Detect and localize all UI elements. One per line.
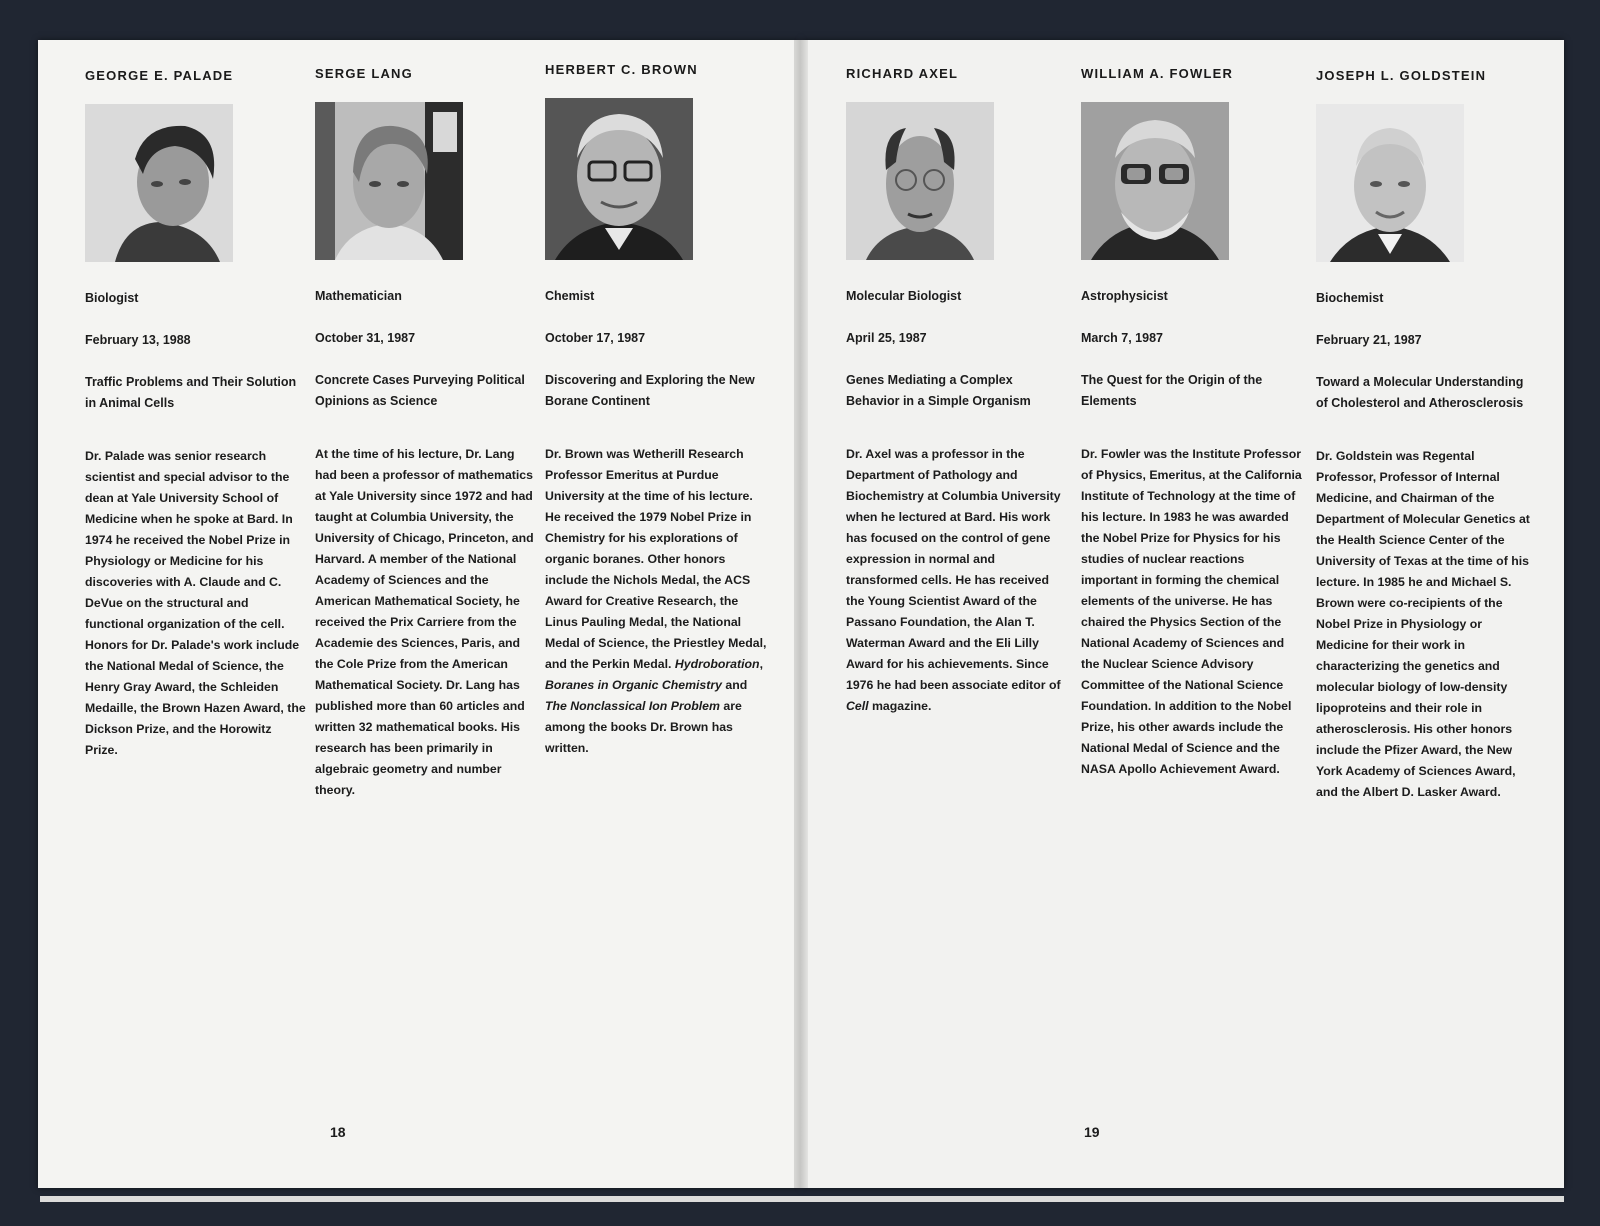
- discipline: Biologist: [85, 291, 139, 305]
- portrait-photo: [1316, 104, 1464, 262]
- biography: Dr. Palade was senior research scientist and special advisor to the dean at Yale University School of Medicine when he spoke at Bard. In 1974 he received the Nobel Prize in Physiology or Medicine for his discoveries with A. Claude and C. DeVue on the structural and functional organization of the cell. Honors for Dr. Palade's work include the National Medal of Science, the Henry Gray Award, the Schleiden Medaille, the Brown Hazen Award, the Dickson Prize, and the Horowitz Prize.: [85, 449, 306, 757]
- profile-axel: [846, 66, 1068, 717]
- portrait-photo: [315, 102, 463, 260]
- biography: At the time of his lecture, Dr. Lang had been a professor of mathematics at Yale University since 1972 and had taught at Columbia University, the University of Chicago, Princeton, and Harvard. A member of the National Academy of Sciences and the American Mathematical Society, he received the Prix Carriere from the Academie des Sciences, Paris, and the Cole Prize from the American Mathematical Society. Dr. Lang has published more than 60 articles and written 32 mathematical books. His research has been primarily in algebraic geometry and number theory.: [315, 447, 534, 797]
- person-name: SERGE LANG: [315, 66, 413, 81]
- portrait-photo: [846, 102, 994, 260]
- profile-palade: [85, 68, 307, 761]
- discipline: Astrophysicist: [1081, 289, 1168, 303]
- profile-fowler: [1081, 66, 1303, 780]
- lecture-title: Toward a Molecular Understanding of Cholesterol and Atherosclerosis: [1316, 375, 1524, 410]
- discipline: Biochemist: [1316, 291, 1384, 305]
- lecture-title: Traffic Problems and Their Solution in Animal Cells: [85, 375, 297, 410]
- biography: Dr. Goldstein was Regental Professor, Professor of Internal Medicine, and Chairman of the Department of Molecular Genetics at the Health Science Center of the University of Texas at the time of his lecture. In 1985 he and Michael S. Brown were co-recipients of the Nobel Prize in Physiology or Medicine for their work in characterizing the genetics and molecular biology of low-density lipoproteins and their role in atherosclerosis. His other honors include the Pfizer Award, the New York Academy of Sciences Award, and the Albert D. Lasker Award.: [1316, 449, 1530, 799]
- profile-brown: [545, 62, 767, 759]
- profile-lang: [315, 66, 537, 801]
- lecture-date: October 17, 1987: [545, 331, 646, 345]
- book-gutter: [794, 40, 808, 1188]
- book-title: Boranes in Organic Chemistry: [545, 678, 722, 692]
- magazine-title: Cell: [846, 699, 869, 713]
- person-name: GEORGE E. PALADE: [85, 68, 234, 83]
- lecture-date: October 31, 1987: [315, 331, 416, 345]
- portrait-photo: [1081, 102, 1229, 260]
- book-title: The Nonclassical Ion Problem: [545, 699, 720, 713]
- profile-goldstein: [1316, 68, 1538, 803]
- bio-text: are among the books Dr. Brown has written.: [545, 699, 742, 755]
- biography: [846, 444, 1068, 717]
- discipline: Chemist: [545, 289, 595, 303]
- lecture-date: February 13, 1988: [85, 333, 191, 347]
- book-title: Hydroboration: [674, 657, 760, 671]
- person-name: JOSEPH L. GOLDSTEIN: [1316, 68, 1487, 83]
- bio-text: magazine.: [868, 699, 932, 713]
- page-number: 19: [1084, 1124, 1100, 1140]
- bio-text: and: [722, 678, 748, 692]
- lecture-title: The Quest for the Origin of the Elements: [1081, 373, 1263, 408]
- lecture-title: Concrete Cases Purveying Political Opinions as Science: [315, 373, 525, 408]
- lecture-title: Genes Mediating a Complex Behavior in a Simple Organism: [846, 373, 1031, 408]
- person-name: WILLIAM A. FOWLER: [1081, 66, 1234, 81]
- page-number: 18: [330, 1124, 346, 1140]
- biography: [545, 444, 767, 759]
- discipline: Molecular Biologist: [846, 289, 962, 303]
- person-name: HERBERT C. BROWN: [545, 62, 698, 77]
- lecture-title: Discovering and Exploring the New Borane Continent: [545, 373, 755, 408]
- lecture-date: March 7, 1987: [1081, 331, 1163, 345]
- portrait-photo: [85, 104, 233, 262]
- lecture-date: February 21, 1987: [1316, 333, 1422, 347]
- biography: Dr. Fowler was the Institute Professor of Physics, Emeritus, at the California Institute of Technology at the time of his lecture. In 1983 he was awarded the Nobel Prize for Physics for his studies of nuclear reactions important in forming the chemical elements of the universe. He has chaired the Physics Section of the National Academy of Sciences and the Nuclear Science Advisory Committee of the National Science Foundation. In addition to the Nobel Prize, his other awards include the National Medal of Science and the NASA Apollo Achievement Award.: [1081, 447, 1302, 776]
- discipline: Mathematician: [315, 289, 402, 303]
- bio-text: Dr. Brown was Wetherill Research Professor Emeritus at Purdue University at the time of his lecture. He received the 1979 Nobel Prize in Chemistry for his explorations of organic boranes. Other honors include the Nichols Medal, the ACS Award for Creative Research, the Linus Pauling Medal, the National Medal of Science, the Priestley Medal, and the Perkin Medal.: [545, 447, 767, 671]
- person-name: RICHARD AXEL: [846, 66, 959, 81]
- portrait-photo: [545, 98, 693, 260]
- page-edge: [40, 1196, 1564, 1202]
- lecture-date: April 25, 1987: [846, 331, 927, 345]
- bio-text: ,: [759, 657, 763, 671]
- bio-text: Dr. Axel was a professor in the Department of Pathology and Biochemistry at Columbia University when he lectured at Bard. His work has focused on the control of gene expression in normal and transformed cells. He has received the Young Scientist Award of the Passano Foundation, the Alan T. Waterman Award and the Eli Lilly Award for his achievements. Since 1976 he had been associate editor of: [846, 447, 1061, 692]
